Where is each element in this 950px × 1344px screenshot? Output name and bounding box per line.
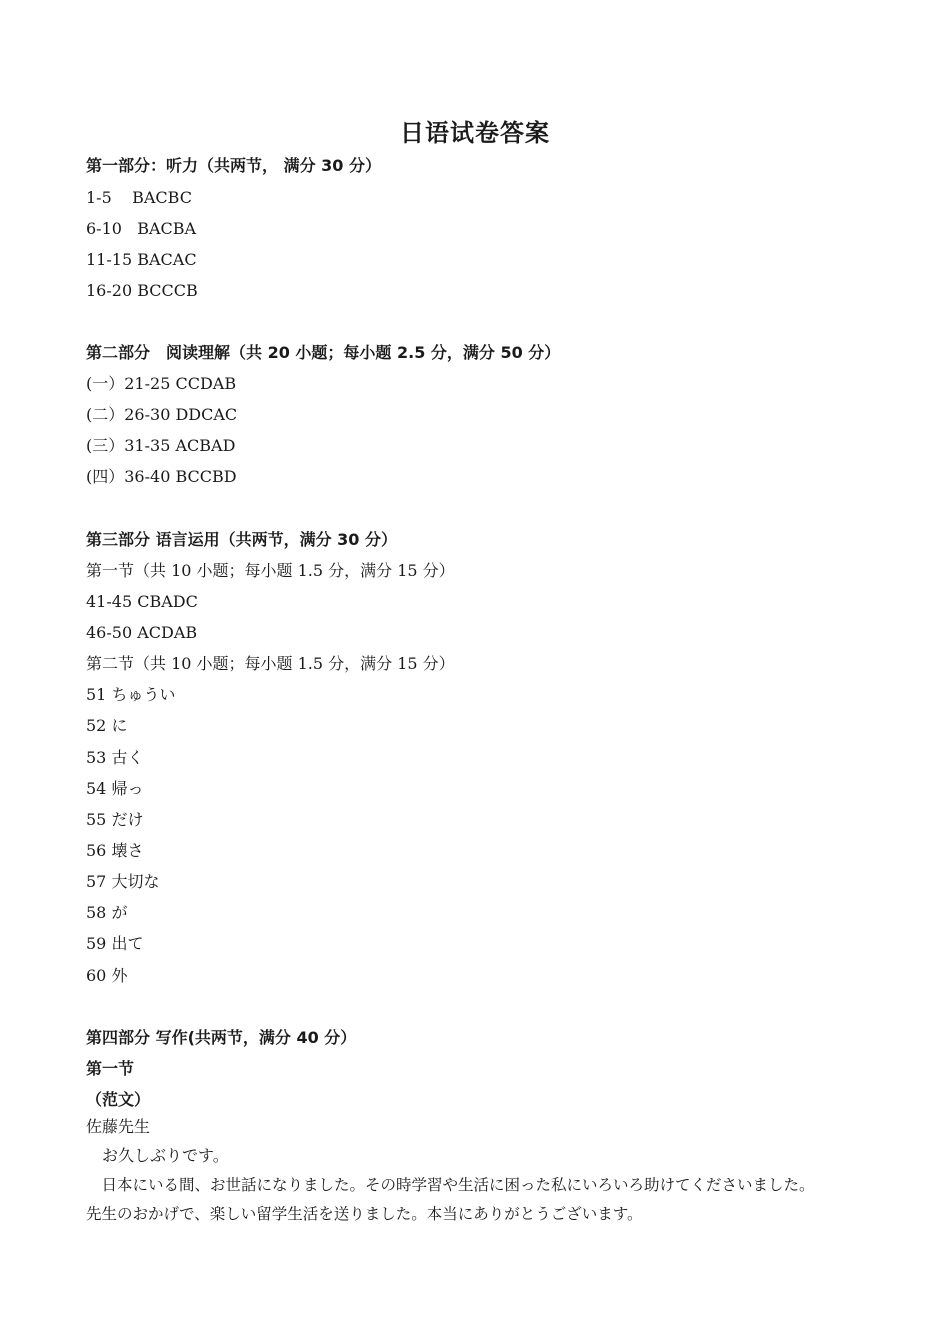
part1-heading: 第一部分：听力（共两节， 满分 30 分）: [86, 156, 381, 175]
section-heading: 第一节（共 10 小题；每小题 1.5 分，满分 15 分）: [86, 561, 455, 580]
answer-line: 11-15 BACAC: [86, 250, 197, 269]
answer-line: 51 ちゅうい: [86, 685, 176, 704]
answer-line: (一）21-25 CCDAB: [86, 374, 237, 393]
letter-line: 先生のおかげで、楽しい留学生活を送りました。本当にありがとうございます。: [86, 1205, 643, 1223]
answer-line: 6-10 BACBA: [86, 219, 197, 238]
answer-line: 41-45 CBADC: [86, 592, 198, 611]
answer-line: 56 壊さ: [86, 841, 144, 860]
part4-heading: 第四部分 写作(共两节，满分 40 分）: [86, 1028, 357, 1047]
answer-line: (四）36-40 BCCBD: [86, 467, 237, 486]
answer-line: 59 出て: [86, 934, 144, 953]
answer-line: 58 が: [86, 903, 128, 922]
answer-line: 46-50 ACDAB: [86, 623, 198, 642]
letter-line: お久しぶりです。: [86, 1146, 229, 1165]
answer-line: 1-5 BACBC: [86, 188, 192, 207]
answer-line: (三）31-35 ACBAD: [86, 436, 236, 455]
section-heading: 第二节（共 10 小题；每小题 1.5 分，满分 15 分）: [86, 654, 455, 673]
letter-line: 日本にいる間、お世話になりました。その時学習や生活に困った私にいろいろ助けてくださいました。: [86, 1176, 815, 1194]
answer-line: 60 外: [86, 966, 128, 985]
answer-line: (二）26-30 DDCAC: [86, 405, 238, 424]
answer-line: 16-20 BCCCB: [86, 281, 198, 300]
answer-line: 53 古く: [86, 748, 144, 767]
part2-heading: 第二部分 阅读理解（共 20 小题；每小题 2.5 分，满分 50 分）: [86, 343, 561, 362]
letter-salutation: 佐藤先生: [86, 1117, 151, 1136]
sample-essay-label: （范文）: [86, 1090, 151, 1109]
part3-heading: 第三部分 语言运用（共两节，满分 30 分）: [86, 530, 397, 549]
answer-line: 54 帰っ: [86, 779, 144, 798]
answer-line: 55 だけ: [86, 810, 144, 829]
section-heading: 第一节: [86, 1059, 135, 1078]
page-title: 日语试卷答案: [400, 119, 550, 147]
answer-line: 57 大切な: [86, 872, 160, 891]
answer-line: 52 に: [86, 716, 128, 735]
